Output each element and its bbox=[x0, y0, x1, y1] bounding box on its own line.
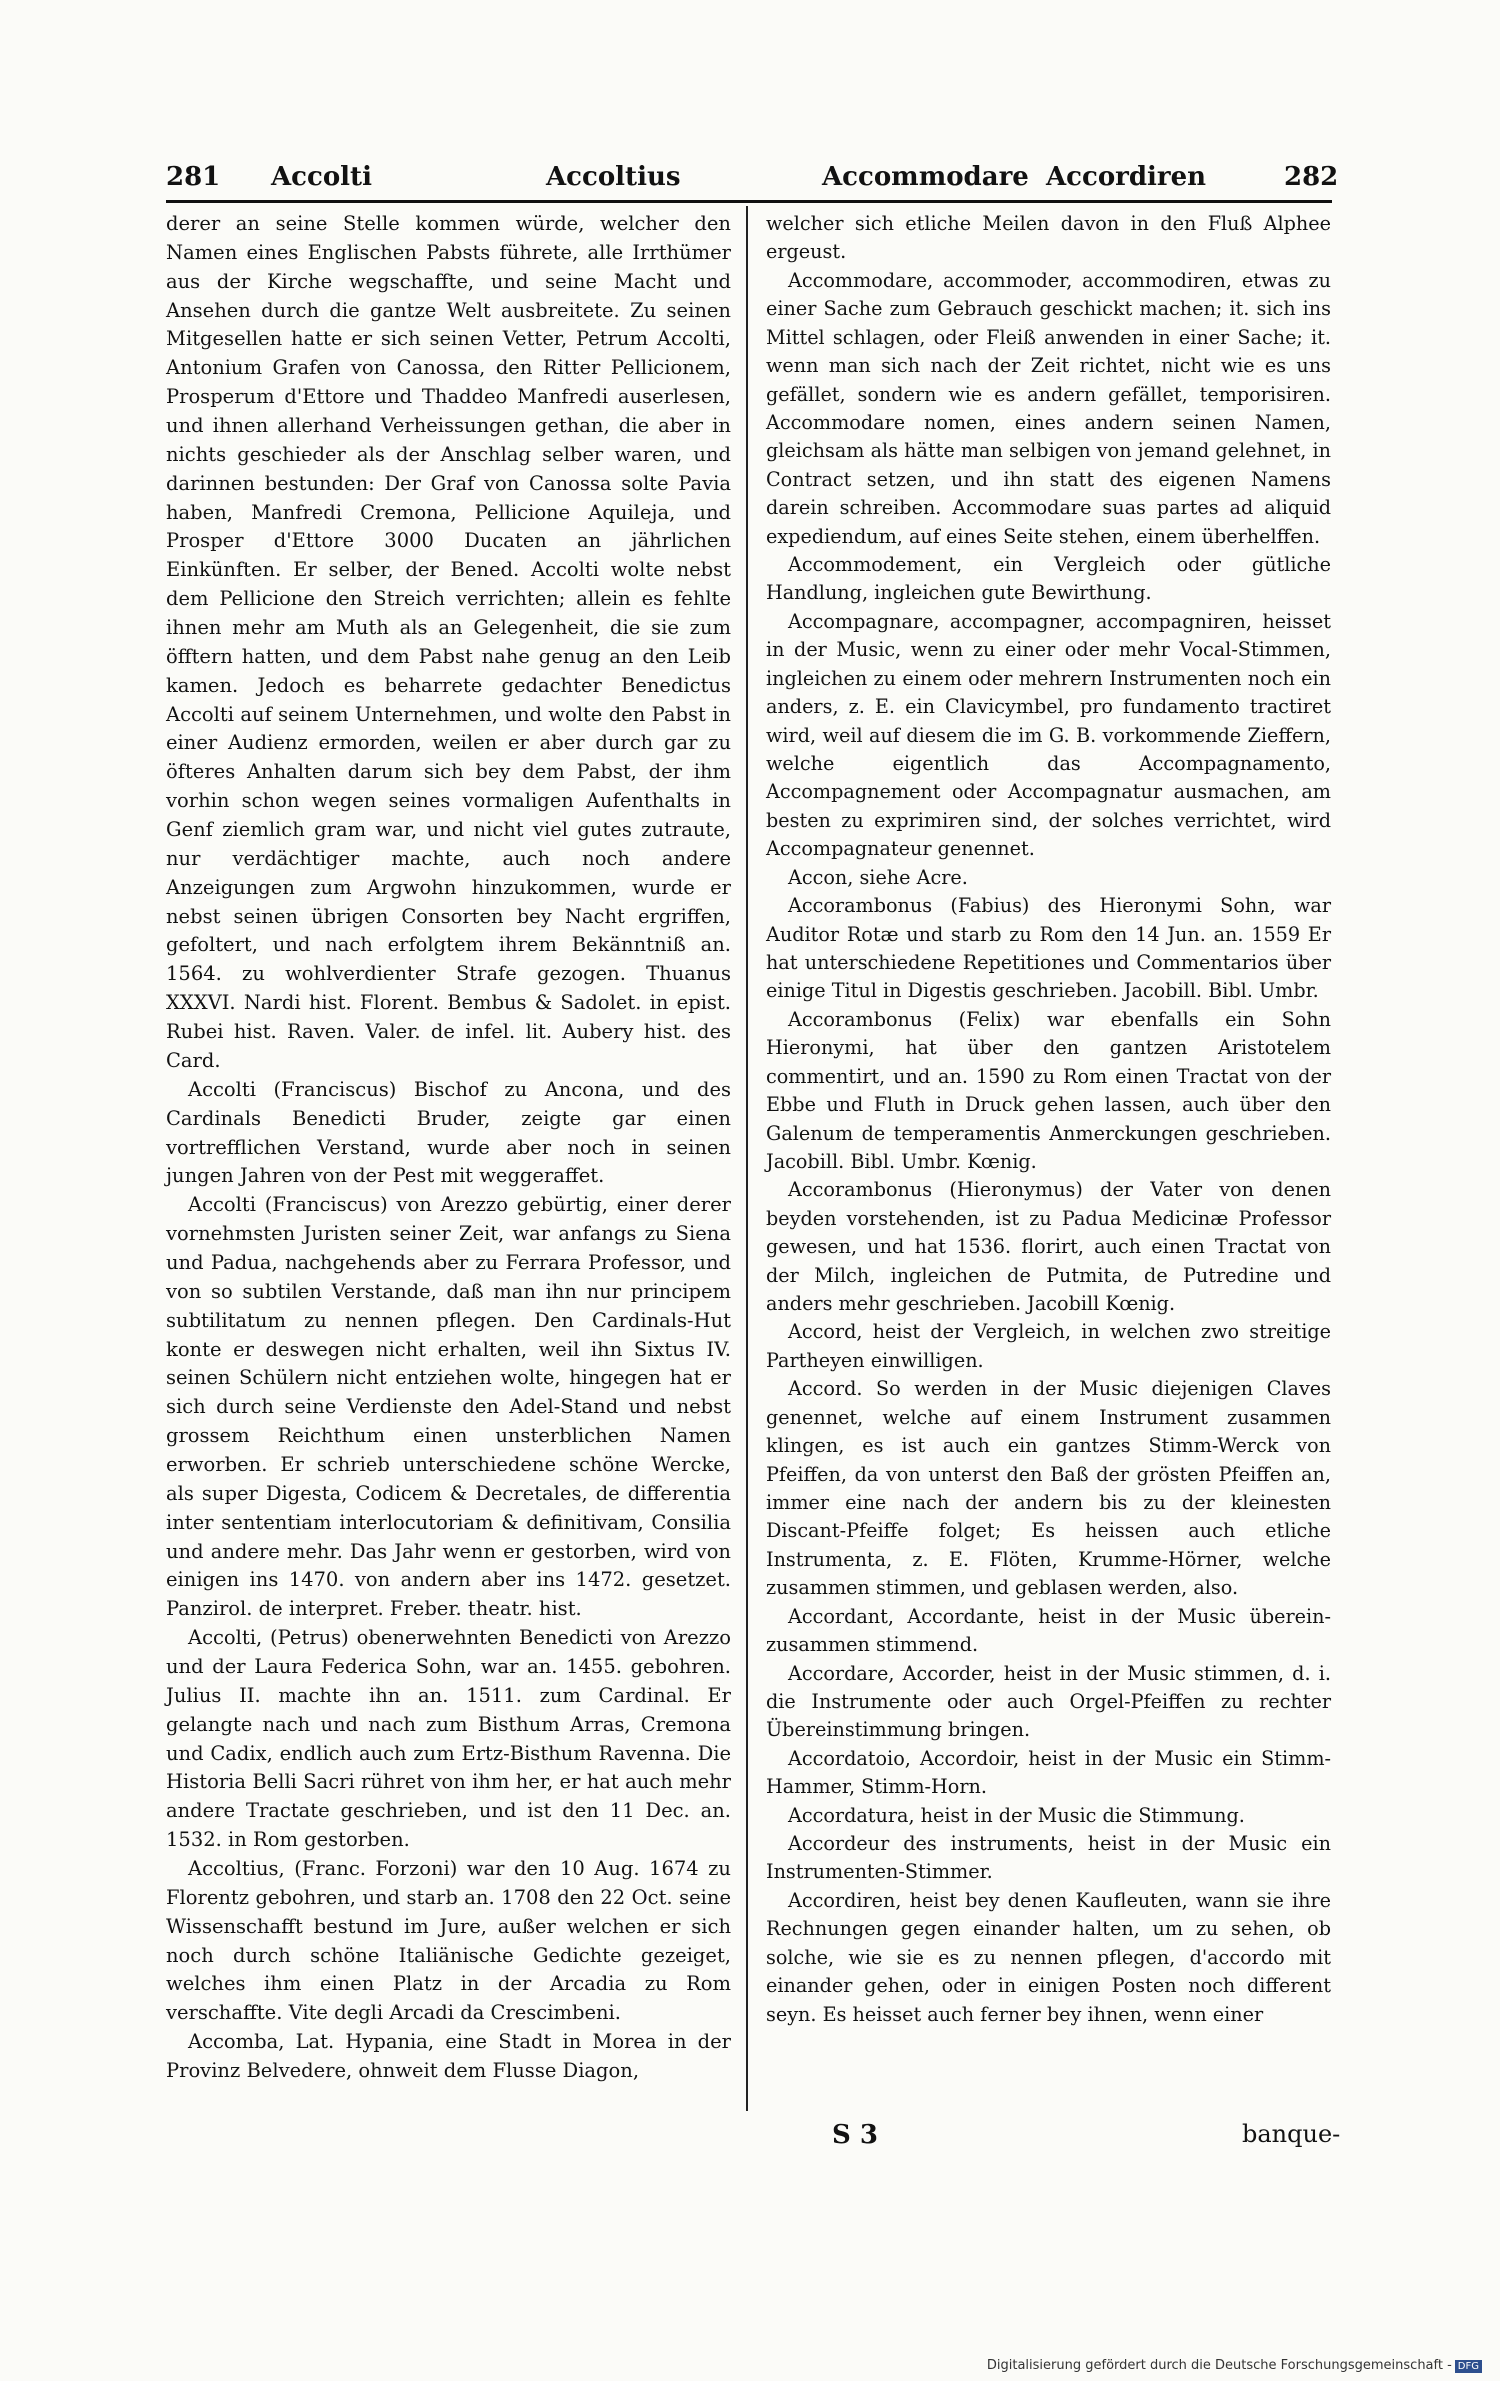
right-column bbox=[766, 210, 1331, 2029]
running-header bbox=[166, 162, 1339, 196]
dictionary-entry: Accordant, Accordante, heist in der Music überein-zusammen stimmend. bbox=[766, 1604, 1331, 1657]
dictionary-entry: Accolti, (Petrus) obenerwehnten Benedicti von Arezzo und der Laura Federica Sohn, war an. 1455. gebohren. Julius II. machte ihn an. 1511. zum Cardinal. Er gelangte nach und nach zum Bisthum Arras, Cremona und Cadix, endlich auch zum Ertz-Bisthum Ravenna. Die Historia Belli Sacri rühret von ihm her, er hat auch mehr andere Tractate geschrieben, und ist den 11 Dec. an. 1532. in Rom gestorben. bbox=[166, 1626, 731, 1852]
dictionary-entry: Accommodement, ein Vergleich oder gütliche Handlung, ingleichen gute Bewirthung. bbox=[766, 553, 1331, 605]
dictionary-entry: Accolti (Franciscus) von Arezzo gebürtig, einer derer vornehmsten Juristen seiner Zeit, war anfangs zu Siena und Padua, nachgehends aber zu Ferrara Professor, und von so subtilen Verstande, daß man ihn nur principem subtilitatum zu nennen pflegen. Den Cardinals-Hut konte er deswegen nicht erhalten, weil ihn Sixtus IV. seinen Schülern nicht entziehen wolte, hingegen hat er sich durch seine Verdienste den Adel-Stand und nebst grossem Reichthum einen unsterblichen Namen erworben. Er schrieb unterschiedene schöne Wercke, als super Digesta, Codicem & Decretales, de differentia inter sententiam interlocutoriam & definitivam, Consilia und andere mehr. Das Jahr wenn er gestorben, wird von einigen ins 1470. von andern aber ins 1472. gesetzet. Panzirol. de interpret. Freber. theatr. hist. bbox=[166, 1193, 731, 1621]
header-rule bbox=[166, 200, 1332, 203]
dictionary-entry: Accomba, Lat. Hypania, eine Stadt in Morea in der Provinz Belvedere, ohnweit dem Flusse Diagon, bbox=[166, 2030, 731, 2082]
page-number-right: 282 bbox=[1284, 162, 1339, 192]
dictionary-entry: Accordatoio, Accordoir, heist in der Music ein Stimm-Hammer, Stimm-Horn. bbox=[766, 1746, 1331, 1799]
digitization-credit bbox=[987, 2358, 1482, 2373]
dictionary-entry: Accord, heist der Vergleich, in welchen zwo streitige Partheyen einwilligen. bbox=[766, 1320, 1331, 1372]
header-term-4: Accordiren bbox=[1046, 162, 1207, 192]
header-term-1: Accolti bbox=[271, 162, 372, 192]
dictionary-entry: Accorambonus (Felix) war ebenfalls ein Sohn Hieronymi, hat über den gantzen Aristotelem commentirt, und an. 1590 zu Rom einen Tractat von der Ebbe und Fluth in Druck gehen lassen, auch über den Galenum de temperamentis Anmerckungen geschrieben. Jacobill. Bibl. Umbr. Kœnig. bbox=[766, 1007, 1331, 1173]
dictionary-entry: Accord. So werden in der Music diejenigen Claves genennet, welche auf einem Instrument zusammen klingen, es ist auch ein gantzes Stimm-Werck von Pfeiffen, da von unterst den Baß der grösten Pfeiffen an, immer eine nach der andern bis zu der kleinesten Discant-Pfeiffe folget; Es heissen auch etliche Instrumenta, z. E. Flöten, Krumme-Hörner, welche zusammen stimmen, und geblasen werden, also. bbox=[766, 1377, 1331, 1600]
dictionary-entry: Accoltius, (Franc. Forzoni) war den 10 Aug. 1674 zu Florentz gebohren, und starb an. 1708 den 22 Oct. seine Wissenschafft bestund im Jure, außer welchen er sich noch durch schöne Italiänische Gedichte gezeiget, welches ihm einen Platz in der Arcadia zu Rom verschaffte. Vite degli Arcadi da Crescimbeni. bbox=[166, 1856, 731, 2025]
dictionary-entry: Accon, siehe Acre. bbox=[788, 865, 968, 889]
header-term-2: Accoltius bbox=[546, 162, 681, 192]
dictionary-entry: Accompagnare, accompagner, accompagniren, heisset in der Music, wenn zu einer oder mehr Vocal-Stimmen, ingleichen zu einem oder mehrern Instrumenten noch ein anders, z. E. ein Clavicymbel, pro fundamento tractiret wird, weil auf diesem die im G. B. vorkommende Zieffern, welche eigentlich das Accompagnamento, Accompagnement oder Accompagnatur ausmachen, am besten zu exprimiren sind, der solches verrichtet, wird Accompagnateur genennet. bbox=[766, 609, 1331, 861]
dictionary-entry: Accorambonus (Hieronymus) der Vater von denen beyden vorstehenden, ist zu Padua Medicinæ Professor gewesen, und hat 1536. florirt, auch einen Tractat von der Milch, ingleichen de Putmita, de Putredine und anders mehr geschrieben. Jacobill Kœnig. bbox=[766, 1178, 1331, 1316]
dictionary-entry: Accordeur des instruments, heist in der Music ein Instrumenten-Stimmer. bbox=[766, 1832, 1331, 1884]
dictionary-entry: Accorambonus (Fabius) des Hieronymi Sohn, war Auditor Rotæ und starb zu Rom den 14 Jun. an. 1559 Er hat unterschiedene Repetitiones und Commentarios über einige Titul in Digestis geschrieben. Jacobill. Bibl. Umbr. bbox=[766, 894, 1331, 1003]
column-divider bbox=[746, 206, 748, 2111]
signature-mark: S 3 bbox=[832, 2120, 878, 2150]
catchword: banque- bbox=[1242, 2120, 1341, 2148]
dictionary-entry: Accordatura, heist in der Music die Stimmung. bbox=[788, 1803, 1245, 1827]
page-number-left: 281 bbox=[166, 162, 221, 192]
dictionary-entry: Accommodare, accommoder, accommodiren, etwas zu einer Sache zum Gebrauch geschickt machen; it. sich ins Mittel schlagen, oder Fleiß anwenden in einer Sache; it. wenn man sich nach der Zeit richtet, nicht wie es uns gefället, sondern wie es andern gefället, temporisiren. Accommodare nomen, eines andern seinen Namen, gleichsam als hätte man selbigen von jemand gelehnet, in Contract setzen, und ihn statt des eigenen Namens darein schreiben. Accommodare suas partes ad aliquid expediendum, auf eines Seite stehen, einem überhelffen. bbox=[766, 268, 1331, 548]
dictionary-entry: Accordare, Accorder, heist in der Music stimmen, d. i. die Instrumente oder auch Orgel-Pfeiffen zu rechter Übereinstimmung bringen. bbox=[766, 1661, 1331, 1742]
dfg-logo: DFG bbox=[1455, 2360, 1482, 2373]
dictionary-entry: derer an seine Stelle kommen würde, welcher den Namen eines Englischen Pabsts führete, alle Irrthümer aus der Kirche wegschaffte, und seine Macht und Ansehen durch die gantze Welt ausbreitete. Zu seinen Mitgesellen hatte er sich seinen Vetter, Petrum Accolti, Antonium Grafen von Canossa, den Ritter Pellicionem, Prosperum d'Ettore und Thaddeo Manfredi auserlesen, und ihnen allerhand Verheissungen gethan, die aber in nichts geschieder als der Anschlag selber waren, und darinnen bestunden: Der Graf von Canossa solte Pavia haben, Manfredi Cremona, Pellicione Aquileja, und Prosper d'Ettore 3000 Ducaten an jährlichen Einkünften. Er selber, der Bened. Accolti wolte nebst dem Pellicione den Streich verrichten; allein es fehlte ihnen mehr am Muth als an Gelegenheit, die sie zum öfftern hatten, und dem Pabst nahe genug an den Leib kamen. Jedoch es beharrete gedachter Benedictus Accolti auf seinem Unternehmen, und wolte den Pabst in einer Audienz ermorden, weilen er aber durch gar zu öfteres Anhalten darum sich bey dem Pabst, der ihm vorhin schon wegen seines vormaligen Aufenthalts in Genf ziemlich gram war, und nicht viel gutes zutraute, nur verdächtiger machte, auch noch andere Anzeigungen zum Argwohn hinzukommen, wurde er nebst seinen übrigen Consorten bey Nacht ergriffen, gefoltert, und nach erfolgtem ihrem Bekänntniß an. 1564. zu wohlverdienter Strafe gezogen. Thuanus XXXVI. Nardi hist. Florent. Bembus & Sadolet. in epist. Rubei hist. Raven. Valer. de infel. lit. Aubery hist. des Card. bbox=[166, 212, 731, 1072]
dictionary-entry: Accordiren, heist bey denen Kaufleuten, wann sie ihre Rechnungen gegen einander halten, um zu sehen, ob solche, wie sie es zu nennen pflegen, d'accordo mit einander gehen, oder in einigen Posten noch different seyn. Es heisset auch ferner bey ihnen, wenn einer bbox=[766, 1888, 1331, 2026]
left-column bbox=[166, 210, 731, 2086]
footer-text: Digitalisierung gefördert durch die Deutsche Forschungsgemeinschaft - bbox=[986, 2358, 1452, 2373]
dictionary-entry: Accolti (Franciscus) Bischof zu Ancona, und des Cardinals Benedicti Bruder, zeigte gar einen vortrefflichen Verstand, wurde aber noch in seinen jungen Jahren von der Pest mit weggeraffet. bbox=[166, 1077, 731, 1188]
header-term-3: Accommodare bbox=[822, 162, 1029, 192]
dictionary-entry: welcher sich etliche Meilen davon in den Fluß Alphee ergeust. bbox=[766, 212, 1331, 264]
